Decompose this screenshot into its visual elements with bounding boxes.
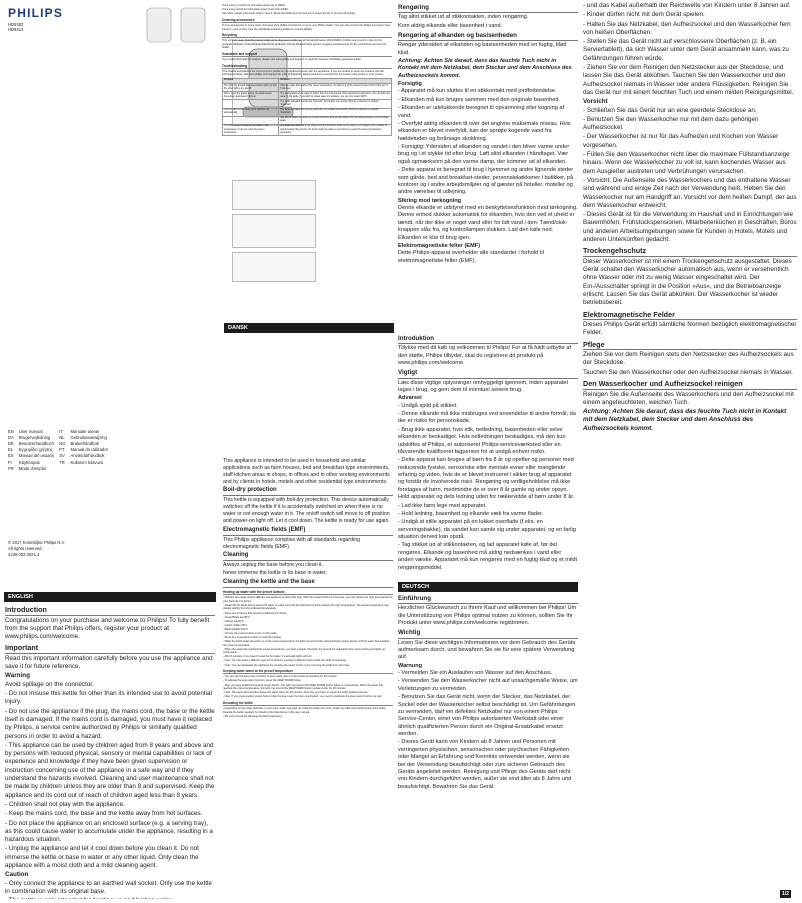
de-important-heading: Wichtig xyxy=(398,629,578,638)
rights-line: All rights reserved. xyxy=(8,545,43,551)
model-numbers xyxy=(8,22,23,33)
language-name: Kullanım kılavuzu xyxy=(70,459,104,465)
dk-caution-note: Achtung: Achten Sie darauf, dass das feuchte Tuch nicht in Kontakt mit dem Netzkabel, dem Stecker und dem Anschluss des Aufheizsockels kommt. xyxy=(398,57,572,79)
en-important-heading: Important xyxy=(5,643,215,654)
en-warning-item: - Do not misuse this kettle for other than its intended use to avoid potential injury. xyxy=(5,690,212,706)
preset-line: - After 5 minutes, if you haven't used the hot water, it eventually lights will turn. xyxy=(223,655,313,659)
language-code: DE xyxy=(8,440,14,446)
en-introduction-heading: Introduction xyxy=(5,605,215,616)
de-boildry-text: Dieser Wasserkocher ist mit einem Trockengehschutz ausgestattet. Dieses Gerät schaltet den Wasserkocher automatisch aus, wenn er versehentlich ohne Wasser oder mit zu wenig Wasser eingeschaltet wird. Der Ein-/Ausschalter springt in die Position »Aus«, und die Betriebsanzeige erlischt. Lassen Sie das Gerät abkühlen. Der Wasserkocher ist wieder betriebsbereit. xyxy=(583,257,792,307)
kettle-figure-2 xyxy=(181,8,205,42)
model-2: HD9314 xyxy=(8,27,24,33)
descale-line-2: Once every month for hard water areas (more than 18dH). xyxy=(222,8,289,12)
de-warning-item: - Kinder dürfen nicht mit dem Gerät spielen. xyxy=(583,11,705,19)
keepwarm-line: - You can use the keep warm function to keep water warm at the preset temperature for 30 minutes. xyxy=(223,675,338,679)
en-cleaning-1: Always unplug the base before you clean it. xyxy=(223,562,324,569)
language-row xyxy=(8,428,113,434)
language-code: EL xyxy=(8,447,14,453)
language-row xyxy=(8,447,113,453)
dk-warning-item: - Hold ledning, basenhed og elkande væk fra varme flader. xyxy=(398,510,544,517)
ordering-heading: Ordering accessories xyxy=(222,18,392,23)
language-code xyxy=(59,465,70,471)
en-caution-item xyxy=(5,897,215,899)
recycling-heading: Recycling xyxy=(222,33,392,38)
en-warning-item: - This appliance can be used by children aged from 8 years and above and by persons with reduced physical, sensory or mental capabilities or lack of experience and knowledge if they have been given supervision or instruction concerning use of the appliance in a safe way and if they understand the hazards involved. Cleaning and user maintenance shall not be made by children unless they are older than 8 and supervised. Keep the appliance and its cord out of reach of children aged less than 8 years. xyxy=(5,741,215,799)
de-boildry-heading: Trockengehschutz xyxy=(583,246,797,257)
problem-cell xyxy=(223,100,279,108)
section-bar-english: ENGLISH xyxy=(4,592,216,602)
problem-cell xyxy=(223,116,279,124)
dk-introduction-heading: Introduktion xyxy=(398,335,578,344)
language-code: EN xyxy=(8,428,14,434)
model-1: HD9382 xyxy=(8,22,24,27)
en-warning-heading: Warning xyxy=(5,672,30,680)
dk-warning-item: - Dette apparat kan bruges af børn fra 8 år og opefter og personer med reducerede fysiske, sensoriske eller mentale evner eller manglende erfaring og viden, hvis de er blevet instrueret i sikker brug af apparatet og forstår de involverede risici. Rengøring og vedligeholdelse må ikke foretages af børn, medmindre de er over 8 år gamle og under opsyn. Hold apparatet og dets ledning uden for rækkevidde af børn under 8 år. xyxy=(398,457,575,501)
en-cleaning-2: Never immerse the kettle or its base in water. xyxy=(223,570,327,577)
de-warning-item: - und das Kabel außerhalb der Reichweite von Kindern unter 8 Jahren auf. xyxy=(583,2,791,9)
problem-cell: The kettle does not heat up the water to the temperature. It has not reach the preset temperature. xyxy=(223,124,279,135)
solution-cell: The kettle activated the boil-dry protection. For details, see section 'Boil-dry protection' in chapter 'Important'. xyxy=(279,108,392,116)
language-code: NL xyxy=(59,434,65,440)
language-name: Brukerhåndbok xyxy=(70,440,99,446)
doc-number: 4239.002.0021.4 xyxy=(8,551,40,557)
troubleshooting-heading: Troubleshooting xyxy=(222,64,392,69)
language-code: PT xyxy=(59,447,65,453)
de-caution-item: - Der Wasserkocher ist nur für das Aufheizen und Kochen von Wasser vorgesehen. xyxy=(583,133,779,149)
dk-caution-item: - Forsigtig: Ydersiden af elkanden og vandet i den bliver varme under brug og i et stykke tid efter brug. Løft altid elkanden i håndtaget. Vær også opmærksom på den varme damp, der kommer ud af elkanden. xyxy=(398,144,570,165)
solution-cell: You did not place the kettle on its base correctly. Remove the kettle from the base and place it on the base again. xyxy=(279,116,392,124)
de-caution-item: - Vorsicht: Die Außenseite des Wasserkochers und das enthaltene Wasser sind während und einige Zeit nach der Verwendung heiß. Heben Sie den Wasserkocher nur am Handgriff an. Vorsicht vor dem heißen Dampf, der aus dem Wasserkocher entweicht. xyxy=(583,176,797,209)
en-introduction-text: Congratulations on your purchase and welcome to Philips! To fully benefit from the support that Philips offers, register your product at www.philips.com/welcome. xyxy=(5,616,210,641)
language-code: ES xyxy=(8,453,14,459)
de-warning-item: - Dieses Gerät kann von Kindern ab 8 Jahren und Personen mit verringerten physischen, sensorischen oder psychischen Fähigkeiten oder Mangel an Erfahrung und Kenntnis verwendet werden, wenn sie bei der Verwendung beaufsichtigt oder zum sicheren Gebrauch des Geräts angeleitet werden. Reinigung und Pflege des Geräts darf nicht von Kindern durchgeführt werden, außer sie sind älter als 8 Jahre und beaufsichtigt. Bewahren Sie das Gerät xyxy=(398,739,572,790)
solution-cell: After the water has reached the preset temperature, the light ring of the selected power button lights up for 5 minutes. xyxy=(279,84,392,92)
table-row xyxy=(223,84,392,92)
table-row xyxy=(223,100,392,108)
de-cleaning-heading: Pflege xyxy=(583,340,797,351)
language-list xyxy=(8,428,113,471)
language-name: Manuale utente xyxy=(70,428,100,434)
language-code: FR xyxy=(8,465,14,471)
preset-line: - Green/White tea 80°C xyxy=(223,615,250,619)
en-caution-heading: Caution xyxy=(5,871,29,879)
descaling-line: - We recommend the following descaling frequency: xyxy=(223,714,283,718)
dk-cleaning-1: Tag altid stikket ud af stikkontakten, inden rengøring. xyxy=(398,14,529,21)
troubleshooting-text: This chapter summarizes the most common problems you could encounter with the appliance. If you are unable to solve the problem with the information below, visit www.philips.com/support for a list of frequently asked questions or contact the Consumer Care Centre in your country. xyxy=(222,69,384,77)
en-warning-item: - Unplug the appliance and let it cool down before you clean it. Do not immerse the kettle or base in water or any other liquid. Only clean the appliance with a moist cloth and a mild cleaning agent. xyxy=(5,845,199,870)
product-figures xyxy=(133,2,220,302)
en-clean-kettle-heading: Cleaning the kettle and the base xyxy=(223,579,393,588)
dk-emf-text: Dette Philips-apparat overholder alle standarder i forhold til elektromagnetiske felter (EMF). xyxy=(398,250,544,264)
de-emf-text: Dieses Philips Gerät erfüllt sämtliche Normen bezüglich elektromagnetischer Felder. xyxy=(583,321,797,337)
dk-caution-item: - Elkanden er udelukkende beregnet til opvarmning eller kogning af vand. xyxy=(398,105,565,119)
dk-caution-item: - Elkanden må kun bruges sammen med den originale basenhed. xyxy=(398,96,561,103)
dk-warning-heading: Advarsel xyxy=(398,395,422,402)
descale-line-3: Use white vinegar (4% acetic acid) in step 4. Rinse the kettle and then boil some (steps 10-12) to remove all vinegar. xyxy=(222,12,356,16)
de-warning-heading: Warnung xyxy=(398,662,423,669)
preset-line: - Black tea/Boil 100°C xyxy=(223,627,249,631)
preset-line: - When the water has reached the preset temperature, you hear a signal. The light ring around the selected button stops pulsing and lights up continuously. xyxy=(223,647,386,655)
danish-column xyxy=(398,333,578,581)
language-name: Käyttöopas xyxy=(18,459,40,465)
english-column xyxy=(5,603,215,899)
de-introduction-heading: Einführung xyxy=(398,595,578,604)
problem-cell: The light ring around the power button lights up with the other light is on, are off. xyxy=(223,84,279,92)
german-column-b xyxy=(398,593,578,899)
descaling-heading: Descaling the kettle xyxy=(223,701,393,706)
descaling-line: - Depending on the water hardness in your area, scale may build up inside the kettle over time. Scale may affect the performance of the kettle. Descale the kettle regularly by following the instructions in this user manual. xyxy=(223,707,387,714)
dk-clean-kettle-heading: Rengøring af elkanden og basisenheden xyxy=(398,32,578,41)
troubleshooting-table xyxy=(222,78,392,136)
preset-line: - Choose the preset button to turn on the kettle. xyxy=(223,631,278,635)
german-column-c xyxy=(583,2,797,462)
keepwarm-line: - After you have heated the desired preset button. The light ring around the KEEP WARM button lights up continuously. When the water has reached the preset temperature, the light ring around the KEEP WARM button pulses slowly for 30 minutes. xyxy=(223,683,383,691)
language-name: Benutzerhandbuch xyxy=(18,440,54,446)
language-row xyxy=(8,440,113,446)
copyright-block xyxy=(8,540,65,558)
language-row xyxy=(8,459,113,465)
en-warning-item: - Children shall not play with the appliance. xyxy=(5,800,125,808)
table-row xyxy=(223,92,392,100)
section-bar-deutsch: DEUTSCH xyxy=(398,582,578,592)
de-warning-item: - Stellen Sie das Gerät nicht auf verschlossene Oberflächen (z. B. ein Serviertablett), da sich Wasser unter dem Gerät ansammeln kann, was zu Gefährdungen führen würde. xyxy=(583,38,789,62)
preset-heading: Heating up water with the preset buttons xyxy=(223,590,393,595)
preset-line: - Different tea needs require different temperatures to taste their best. With the preset buttons on the base, you can choose the right temperature for your favourite hot drinks. xyxy=(223,596,393,603)
language-code: FI xyxy=(8,459,12,465)
language-name: Brugervejledning xyxy=(18,434,51,440)
dk-caution-heading: Forsigtig xyxy=(398,81,422,87)
dk-warning-item: - Undgå spild på stikket. xyxy=(398,402,458,409)
de-cleaning-2: Tauchen Sie den Wasserkocher oder den Aufheizsockel niemals in Wasser. xyxy=(583,368,793,376)
preset-line: - While the kettle heats the water up to the preset temperature, the light ring around the selected button pulses slowly until the water has reached the preset temperature. xyxy=(223,640,390,647)
dk-emf-heading: Elektromagnetiske felter (EMF) xyxy=(398,242,481,249)
en-emf-text: This Philips appliance complies with all standards regarding electromagnetic fields (EMF). xyxy=(223,536,360,550)
de-cleaning-1: Ziehen Sie vor dem Reinigen stets den Netzstecker des Aufheizsockels aus der Steckdose. xyxy=(583,351,794,367)
de-caution-item: - Dieses Gerät ist für die Verwendung im Haushalt und in Einrichtungen wie Bauernhöfen, Frühstückspensionen, Mitarbeiterküchen in Geschäften, Büros und anderen Arbeitsumgebungen sowie für Kunden in Hotels, Motels und anderen Unterkünften gedacht. xyxy=(583,211,797,244)
keepwarm-line: - Note: The keep warm function keeps the water warm for 30 minutes. After this, you have to repeat the entire heating process. xyxy=(223,691,369,695)
philips-logo: PHILIPS xyxy=(8,6,64,20)
page-number: 1/2 xyxy=(782,891,789,897)
solution-cell: The temperature of the water is higher than the temperature of the selected preset button. You can add cold water to the kettle. If you wish to reheat water immediately, you can only select 100°C. xyxy=(279,92,392,100)
dk-boildry-text: Denne elkande er udstyret med en beskyttelsesfunktion mod tørkogning. Denne enhed slukker automatisk for elkanden, hvis den ved et uheld er tændt, når der ikke er noget vand eller for lidt vand i den. Tænd/sluk-knappen slås fra, og kontrollampen slukkes. Lad den køle ned. Elkanden er klar til brug igen. xyxy=(398,205,578,241)
dk-warning-item: - Brug ikke apparatet, hvis stik, netledning, basenheden eller selve elkanden er beskadiget. Hvis netledningen beskadiges, må den kun udskiftes af Philips, et autoriseret Philips-serviceværksted eller en tilsvarende kvalificeret fagperson for at undgå enhver risiko. xyxy=(398,426,566,455)
english-column-2 xyxy=(223,458,393,588)
language-row xyxy=(8,434,113,440)
dk-boildry-heading: Sikring mod tørkogning xyxy=(398,197,462,204)
en-boildry-text: This kettle is equipped with boil-dry protection. This device automatically switches off the kettle if it is accidentally switched on when there is no water or not enough water in it. The on/off switch will move to off position and power-on light off. Let it cool down. The kettle is ready for use again. xyxy=(223,497,390,524)
keepwarm-heading: Keeping water warm at the preset temperature xyxy=(223,669,393,674)
solution-cell: The kettle activated the boil-dry protection. For details, see section 'Boil-dry protection' in chapter 'Important'. xyxy=(279,100,392,108)
dk-important-heading: Vigtigt xyxy=(398,369,578,378)
language-name xyxy=(71,465,113,471)
preset-section xyxy=(223,588,393,898)
de-emf-heading: Elektromagnetische Felder xyxy=(583,310,797,321)
guarantee-text: If you need information or support, please visit www.philips.com/support or read the separate worldwide guarantee leaflet. xyxy=(222,58,362,62)
en-caution-item: - Only connect the appliance to an earthed wall socket. Only use the kettle in combination with its original base. xyxy=(5,879,212,895)
de-caution-heading: Vorsicht xyxy=(583,98,608,106)
problem-cell: After I press the power button, the kettle beeps three times and doesn't light up. xyxy=(223,92,279,100)
de-caution-item: - Benutzen Sie den Wasserkocher nur mit dem dazu gehörigen Aufheizsockel. xyxy=(583,115,759,132)
de-warning-item: - Benutzen Sie das Gerät nicht, wenn der Stecker, das Netzkabel, der Sockel oder der Wasserkocher selbst beschädigt ist. Um Gefährdungen zu vermeiden, darf ein defektes Netzkabel nur von einem Philips Service-Center, einer von Philips autorisierten Werkstatt oder einer ähnlich qualifizierten Person durch ein Original-Ersatzkabel ersetzt werden. xyxy=(398,694,576,737)
language-code: NO xyxy=(59,440,66,446)
de-warning-item: - Verwenden Sie den Wasserkocher nicht auf unsachgemäße Weise, um Verletzungen zu vermeiden. xyxy=(398,678,578,692)
german-column-a xyxy=(398,2,578,332)
dk-cleaning-heading: Rengøring xyxy=(398,4,578,13)
preset-line: - Note: You can select a different type of hot drink by pressing a different button while the kettle is operating. xyxy=(223,659,347,663)
table-row xyxy=(223,124,392,135)
dk-warning-item: - Undgå at stille apparatet på en lukket overflade (f.eks. en serveringsbakke), da vandet kan samle sig under apparatet, og en farlig situation derved kan opstå. xyxy=(398,519,576,540)
figure-area xyxy=(133,2,220,302)
preset-line: - Always fill the kettle with at least 0.5L water to make sure that the selected hot drink reaches the right temperature. The actual temperature may deviate slightly from the indicated temperature. xyxy=(223,603,389,611)
de-warning-item: - Ziehen Sie vor dem Reinigen den Netzstecker aus der Steckdose, und lassen Sie das Gerät abkühlen. Tauchen Sie den Wasserkocher und den Aufheizsockel niemals in Wasser oder andere Flüssigkeiten. Reinigen Sie das Gerät nur mit einem feuchten Tuch und einem milden Reinigungsmittel. xyxy=(583,64,794,96)
dk-warning-item: - Denne elkande må ikke misbruges ved anvendelse til andre formål, da der er risiko for personskade. xyxy=(398,411,576,425)
language-name: Manual del usuario xyxy=(18,453,55,459)
de-important-text: Lesen Sie diese wichtigen Informationen vor dem Gebrauch des Geräts aufmerksam durch, und bewahren Sie sie für eine spätere Verwendung auf. xyxy=(398,639,576,661)
keepwarm-line: - To activate the keep warm function, press the KEEP WARM button. xyxy=(223,679,302,683)
de-caution-note: Achtung: Achten Sie darauf, dass das feuchte Tuch nicht in Kontakt mit dem Netzkabel, dem Stecker und dem Anschluss des Aufheizsockels kommt. xyxy=(583,408,787,432)
section-bar-dansk: DANSK xyxy=(224,323,394,333)
language-name: User manual xyxy=(18,428,43,434)
en-boildry-heading: Boil-dry protection xyxy=(223,487,393,496)
de-warning-item: - Vermeiden Sie ein Auslaufen von Wasser auf den Anschluss. xyxy=(398,670,553,676)
en-warning-item: - Keep the mains cord, the base and the kettle away from hot surfaces. xyxy=(5,810,203,818)
table-row xyxy=(223,116,392,124)
dk-important-text: Læs disse vigtige oplysninger omhyggeligt igennem, inden apparatet tages i brug, og gem dem til eventuel senere brug. xyxy=(398,379,569,393)
dk-introduction-text: Tillykke med dit køb og velkommen til Philips! For at få fuldt udbytte af den støtte, Philips tilbyder, skal du registrere dit produkt på www.philips.com/welcome. xyxy=(398,345,571,366)
preset-line: - There are 5 buttons that represent different hot drinks: xyxy=(223,611,287,615)
table-header-solution: Solution xyxy=(279,78,392,83)
table-header-problem: Problem xyxy=(223,78,279,83)
language-code: SV xyxy=(59,453,65,459)
en-warning-intro: Avoid spillage on the connector. xyxy=(5,680,94,688)
de-caution-item: - Schließen Sie das Gerät nur an eine geerdete Steckdose an. xyxy=(583,106,757,114)
dk-warning-item: - Tag stikket ud af stikkontakten, og lad apparatet køle af, før det rengøres. Elkande og basenhed må aldrig nedsænkes i vand eller anden væske. Apparatet må kun rengøres med en fugtig klud og et mildt rengøringsmiddel. xyxy=(398,542,578,571)
language-name: Mode d'emploi xyxy=(18,465,46,471)
preset-line: - Instant Coffee 95°C xyxy=(223,623,248,627)
de-clean-kettle-text: Reinigen Sie die Außenseite des Wasserkochers und den Aufheizsockel mit einem angefeuchteten, weichen Tuch. xyxy=(583,390,794,406)
de-warning-item: - Halten Sie das Netzkabel, den Aufheizsockel und den Wasserkocher fern von heißen Oberflächen. xyxy=(583,20,791,36)
de-clean-kettle-heading: Den Wasserkocher und Aufheizsockel reinigen xyxy=(583,379,797,390)
en-emf-heading: Electromagnetic fields (EMF) xyxy=(223,527,393,536)
kettle-figure-1 xyxy=(147,8,171,42)
descale-line-1: Once every 3 months for soft water areas (up to 18dH). xyxy=(222,4,286,7)
de-introduction-text: Herzlichen Glückwunsch zu Ihrem Kauf und willkommen bei Philips! Um die Unterstützung von Philips optimal nutzen zu können, sollten Sie Ihr Produkt unter www.philips.com/welcome registrieren. xyxy=(398,605,577,626)
en-cleaning-heading: Cleaning xyxy=(223,552,393,561)
recycling-text: This symbol means that this product shall not be disposed of with normal household waste (2012/19/EU). Follow your country's rules for the separate collection of electrical and electronic products. Correct disposal helps prevent negative consequences for the environment and human health. xyxy=(222,39,387,50)
preset-line: - Note: You can deactivate the appliance by pressing the power button or by removing the kettle from the base. xyxy=(223,663,350,667)
language-code: DA xyxy=(8,434,14,440)
dk-caution-item: - Apparatet må kun sluttes til en stikkontakt med jordforbindelse. xyxy=(398,88,557,95)
problem-cell: I try to switch on the kettle but it switches off automatically. xyxy=(223,108,279,116)
language-row xyxy=(8,465,113,471)
dk-caution-item: - Dette apparat er beregnet til brug i hjemmet og andre lignende steder som gårde, bed and breakfast-steder, personalekøkkener i butikker, på kontorer og i andre arbejdsmiljøer og af gæster på hoteller, moteller og andre værelser til udlejning. xyxy=(398,167,574,196)
en-warning-item: - Do not place the appliance on an enclosed surface (e.g. a serving tray), as this could cause water to accumulate under the appliance, resulting in a hazardous situation. xyxy=(5,819,213,844)
solution-cell: The kettle has detected a low water level and therefore heats up the water in two stages. After a pause of approximately 30 seconds, the kettle heats the water a second time to reach the preset temperature accurately. xyxy=(279,124,392,135)
guarantee-heading: Guarantee and support xyxy=(222,52,392,57)
language-name: Användarhandbok xyxy=(70,453,105,459)
de-caution-item: - Füllen Sie den Wasserkocher nicht über die maximale Füllstandsanzeige hinaus. Wenn der Wasserkocher zu voll ist, kann kochendes Wasser aus dem Ausgießer austreten und Verbrühungen verursachen. xyxy=(583,151,790,175)
en-household-text: This appliance is intended to be used in household and similar applications such as farm houses, bed and breakfast type environments, staff kitchen areas in shops, in offices and in other working environments and by clients in hotels, motels and other residential type environments. xyxy=(223,458,390,485)
dk-caution-item: - Overfyld aldrig elkanden til over det angivne maksimale niveau. Hvis elkanden er blevet overfyldt, kan der sprøjte kogende vand fra hældetuden og forårsage skoldning. xyxy=(398,120,571,142)
language-code: TR xyxy=(59,459,65,465)
en-important-text: Read this important information carefully before you use the appliance and save it for future reference. xyxy=(5,654,213,671)
language-name: Gebruiksaanwijzing xyxy=(70,434,107,440)
keepwarm-line: - Note: If you press another preset button while the keep warm function is activated, you need to reactivate the keep warm function as well. xyxy=(223,695,383,699)
language-name: Manual do utilizador xyxy=(70,447,108,453)
preset-line: - Press any temperature button to start the heating. xyxy=(223,636,282,640)
language-row xyxy=(8,453,113,459)
table-row xyxy=(223,108,392,116)
dk-cleaning-2: Kom aldrig elkande eller basenhed i vand. xyxy=(398,22,503,29)
copyright-line: © 2017 Koninklijke Philips N.V. xyxy=(8,540,66,545)
en-warning-item: - Do not use the appliance if the plug, the mains cord, the base or the kettle itself is damaged. If the mains cord is damaged, you must have it replaced by Philips, a service centre authorized by Philips or similarly qualified persons in order to avoid a hazard. xyxy=(5,707,215,740)
dk-clean-kettle-text: Rengør ydersiden af elkanden og basisenheden med en fugtig, blød klud. xyxy=(398,42,567,56)
language-code: IT xyxy=(59,428,63,434)
dk-warning-item: - Lad ikke børn lege med apparatet. xyxy=(398,502,487,509)
de-small-print xyxy=(583,462,797,882)
ordering-text: To buy accessories or spare parts, visit www.shop.philips.com/service or go to your Philips dealer. You can also contact the Philips Consumer Care Centre in your country (see the worldwide guarantee leaflet for contact details). xyxy=(222,24,391,31)
maintenance-section xyxy=(222,2,392,342)
language-name: Εγχειρίδιο χρήσης xyxy=(18,447,53,453)
preset-line: - Oolong tea 90°C xyxy=(223,619,244,623)
